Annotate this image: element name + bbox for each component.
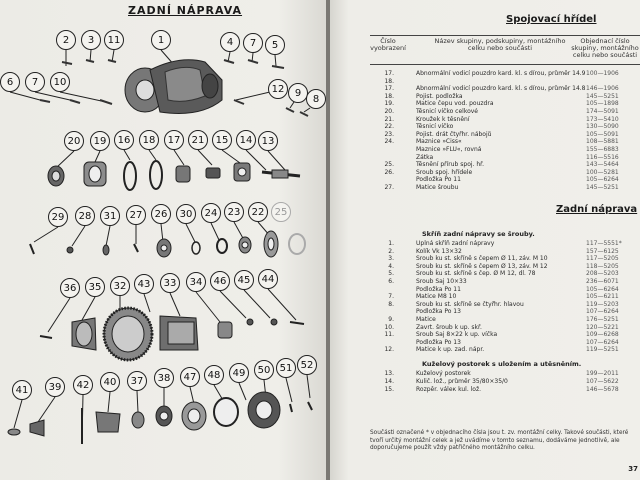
callout-6: 6 xyxy=(0,72,20,92)
callout-43: 43 xyxy=(134,274,154,294)
callout-7: 7 xyxy=(25,72,45,92)
part-number: 12. xyxy=(384,346,394,354)
callout-2: 2 xyxy=(56,30,76,50)
part-name: Podložka Po 13 xyxy=(416,308,461,316)
part-number: 22. xyxy=(384,123,394,131)
order-number: 107—6264 xyxy=(586,338,619,346)
part-number: 15. xyxy=(384,386,394,393)
col-header-name: Název skupiny, podskupiny, montážního celku nebo součásti xyxy=(434,37,566,52)
order-number: 208—5203 xyxy=(586,270,619,278)
section-title-spojovaci: Spojovací hřídel xyxy=(506,14,597,25)
callout-17: 17 xyxy=(164,130,184,150)
part-name: Kroužek k těsnění xyxy=(416,115,470,123)
part-name: Matice čepu vod. pouzdra xyxy=(416,100,494,108)
callout-15: 15 xyxy=(212,130,232,150)
callout-52: 52 xyxy=(297,355,317,375)
callout-11: 11 xyxy=(104,30,124,50)
page-number: 37 xyxy=(628,465,638,473)
callout-40: 40 xyxy=(100,372,120,392)
order-number: 107—6264 xyxy=(586,308,619,316)
part-name: Matice xyxy=(416,316,436,323)
part-number: 4. xyxy=(388,262,394,270)
part-number: 13. xyxy=(384,370,394,377)
callout-49: 49 xyxy=(229,363,249,383)
order-number: 118—5205 xyxy=(586,262,619,270)
callout-26: 26 xyxy=(151,204,171,224)
order-number: 109—6268 xyxy=(586,331,619,339)
part-name: Šroub ku st. skříně s čep. Ø M 12, dl. 78 xyxy=(416,270,536,278)
callout-34: 34 xyxy=(186,272,206,292)
footnote: Součásti označené * v objednacího čísla jsou t. zv. montážní celky. Takové součásti, které tvoří určitý montážní celek a jež uvádíme v tomto seznamu, dodáváme jednotlivě, ale doporučujeme použít vždy patřičného montážního celku. xyxy=(370,430,629,451)
callout-31: 31 xyxy=(100,206,120,226)
callout-42: 42 xyxy=(73,375,93,395)
part-number: 14. xyxy=(384,378,394,385)
order-number: 176—5251 xyxy=(586,316,619,323)
order-number: 143—5464 xyxy=(586,161,619,169)
callout-46: 46 xyxy=(210,271,230,291)
table-row xyxy=(330,346,640,354)
part-name: Zavrt. šroub k up. skř. xyxy=(416,323,482,331)
callout-13: 13 xyxy=(258,131,278,151)
part-number: 18. xyxy=(384,92,394,100)
part-name: Matice k up. zad. nápr. xyxy=(416,346,485,354)
diagram-title: ZADNÍ NÁPRAVA xyxy=(128,4,243,17)
order-number: 199—2011 xyxy=(586,370,619,377)
order-number: 155—6883 xyxy=(586,146,619,153)
part-name: Těsnění přírub spoj. hř. xyxy=(416,161,484,169)
callout-37: 37 xyxy=(127,371,147,391)
part-name: Podložka Po 11 xyxy=(416,285,461,293)
callout-20: 20 xyxy=(64,131,84,151)
table-row xyxy=(330,386,640,394)
part-number: 21. xyxy=(384,115,394,123)
callout-28: 28 xyxy=(75,206,95,226)
part-name: Šroub spoj. hřídele xyxy=(416,168,473,176)
part-number: 7. xyxy=(388,293,394,301)
order-number: 105—6264 xyxy=(586,176,619,184)
order-number: 174—5091 xyxy=(586,108,619,115)
callout-9: 9 xyxy=(288,83,308,103)
callout-45: 45 xyxy=(234,270,254,290)
part-number: 1. xyxy=(388,240,394,247)
part-number: 2. xyxy=(388,247,394,255)
order-number: 117—5205 xyxy=(586,255,619,263)
callout-16: 16 xyxy=(114,130,134,150)
subsection-pinion: Kuželový postorek s uložením a utěsněním. xyxy=(422,360,582,368)
part-number: 24. xyxy=(384,138,394,146)
part-number: 23. xyxy=(384,130,394,138)
col-header-number: Číslo vyobrazení xyxy=(370,37,406,52)
order-number: 116—5516 xyxy=(586,153,619,161)
order-number: 100—5281 xyxy=(586,168,619,176)
part-number: 26. xyxy=(384,168,394,176)
order-number: 117—5551* xyxy=(586,240,622,247)
callout-25: 25 xyxy=(271,202,291,222)
table-row xyxy=(330,370,640,378)
table-row xyxy=(330,184,640,192)
part-name: Kuželový postorek xyxy=(416,370,471,377)
part-name: Kolík Vk 13×32 xyxy=(416,247,462,255)
part-number: 8. xyxy=(388,300,394,308)
section-title-zadni: Zadní náprava xyxy=(556,204,638,215)
order-number: 105—6211 xyxy=(586,293,619,301)
part-number: 3. xyxy=(388,255,394,263)
part-name: Matice M8 10 xyxy=(416,293,457,301)
part-name: Šroub ku st. skříně s čepem Ø 11, záv. M 10 xyxy=(416,255,548,263)
part-number: 25. xyxy=(384,161,394,169)
callout-22: 22 xyxy=(248,202,268,222)
part-name: Podložka Po 11 xyxy=(416,176,461,184)
part-name: Maznice »Ciss« xyxy=(416,138,462,146)
callout-12: 12 xyxy=(268,79,288,99)
part-number: 27. xyxy=(384,184,394,191)
callout-1: 1 xyxy=(151,30,171,50)
part-name: Zátka xyxy=(416,153,434,161)
part-number: 9. xyxy=(388,316,394,323)
callout-10: 10 xyxy=(50,72,70,92)
part-number: 6. xyxy=(388,278,394,285)
order-number: 119—5251 xyxy=(586,346,619,354)
table-row xyxy=(330,378,640,386)
callout-29: 29 xyxy=(48,207,68,227)
callout-48: 48 xyxy=(204,365,224,385)
callout-8: 8 xyxy=(306,89,326,109)
callout-7: 7 xyxy=(243,33,263,53)
order-number: 145—5251 xyxy=(586,184,619,191)
part-name: Abnormální vodicí pouzdro kard. kl. s dírou, průměr 14.9 xyxy=(416,70,586,77)
part-number: 17. xyxy=(384,70,394,77)
order-number: 119—5203 xyxy=(586,300,619,308)
order-number: 108—5881 xyxy=(586,138,619,146)
order-number: 100—1906 xyxy=(586,70,619,77)
part-number: 17. xyxy=(384,85,394,93)
part-number: 18. xyxy=(384,77,394,85)
callout-50: 50 xyxy=(254,360,274,380)
part-name: Kulič. lož., průměr 35/80×35/0 xyxy=(416,378,508,385)
order-number: 107—5622 xyxy=(586,378,619,385)
order-number: 105—6264 xyxy=(586,285,619,293)
order-number: 146—5678 xyxy=(586,386,619,393)
part-name: Rozpěr. váleк kul. lož. xyxy=(416,386,482,393)
callout-38: 38 xyxy=(154,368,174,388)
part-number: 5. xyxy=(388,270,394,278)
part-number: 20. xyxy=(384,108,394,115)
callout-3: 3 xyxy=(81,30,101,50)
callout-14: 14 xyxy=(236,130,256,150)
callout-18: 18 xyxy=(139,130,159,150)
part-name: Šroub ku st. skříně se čtyřhr. hlavou xyxy=(416,300,524,308)
callout-5: 5 xyxy=(265,35,285,55)
callout-30: 30 xyxy=(176,204,196,224)
callout-36: 36 xyxy=(60,278,80,298)
part-number: 19. xyxy=(384,100,394,108)
callout-4: 4 xyxy=(220,32,240,52)
part-name: Matice šroubu xyxy=(416,184,459,191)
order-number: 130—5090 xyxy=(586,123,619,131)
part-number: 11. xyxy=(384,331,394,339)
header-rule xyxy=(370,35,640,36)
col-header-order: Objednací číslo skupiny, montážního celku nebo součásti xyxy=(571,37,639,59)
callout-21: 21 xyxy=(188,130,208,150)
order-number: 146—1906 xyxy=(586,85,619,93)
part-number: 10. xyxy=(384,323,394,331)
part-name: Těsnicí víčko xyxy=(416,123,454,131)
part-name: Abnormální vodicí pouzdro kard. kl. s dírou, průměr 14.8 xyxy=(416,85,586,93)
callout-19: 19 xyxy=(90,131,110,151)
part-name: Šroub ku st. skříně s čepem Ø 13, záv. M 12 xyxy=(416,262,548,270)
subsection-housing: Skříň zadní nápravy se šrouby. xyxy=(422,230,535,238)
order-number: 145—5251 xyxy=(586,92,619,100)
part-name: Šroub Šaj 10×33 xyxy=(416,278,467,285)
part-name: Maznice »FLU«, rovná xyxy=(416,146,482,153)
part-name: Pojist. podložka xyxy=(416,92,463,100)
order-number: 120—5221 xyxy=(586,323,619,331)
right-page-parts-list xyxy=(330,0,640,480)
order-number: 236—6071 xyxy=(586,278,619,285)
part-name: Pojist. drát čtyřhr. nábojů xyxy=(416,130,492,138)
callout-27: 27 xyxy=(126,205,146,225)
callout-24: 24 xyxy=(201,203,221,223)
part-name: Úplná skříň zadní nápravy xyxy=(416,240,495,247)
order-number: 105—1898 xyxy=(586,100,619,108)
callout-47: 47 xyxy=(180,367,200,387)
callout-44: 44 xyxy=(258,269,278,289)
order-number: 105—5091 xyxy=(586,130,619,138)
part-name: Podložka Po 13 xyxy=(416,338,461,346)
callout-33: 33 xyxy=(160,273,180,293)
header-rule-bottom xyxy=(370,64,640,65)
order-number: 157—6125 xyxy=(586,247,619,255)
callout-41: 41 xyxy=(12,380,32,400)
callout-35: 35 xyxy=(85,277,105,297)
callout-39: 39 xyxy=(45,377,65,397)
part-name: Těsnicí víčko celkové xyxy=(416,108,478,115)
part-name: Šroub Šaj 8×22 k up. víčka xyxy=(416,331,498,339)
callout-32: 32 xyxy=(110,276,130,296)
callout-23: 23 xyxy=(224,202,244,222)
axle-housing-part xyxy=(125,60,222,114)
callout-51: 51 xyxy=(276,358,296,378)
order-number: 173—5410 xyxy=(586,115,619,123)
